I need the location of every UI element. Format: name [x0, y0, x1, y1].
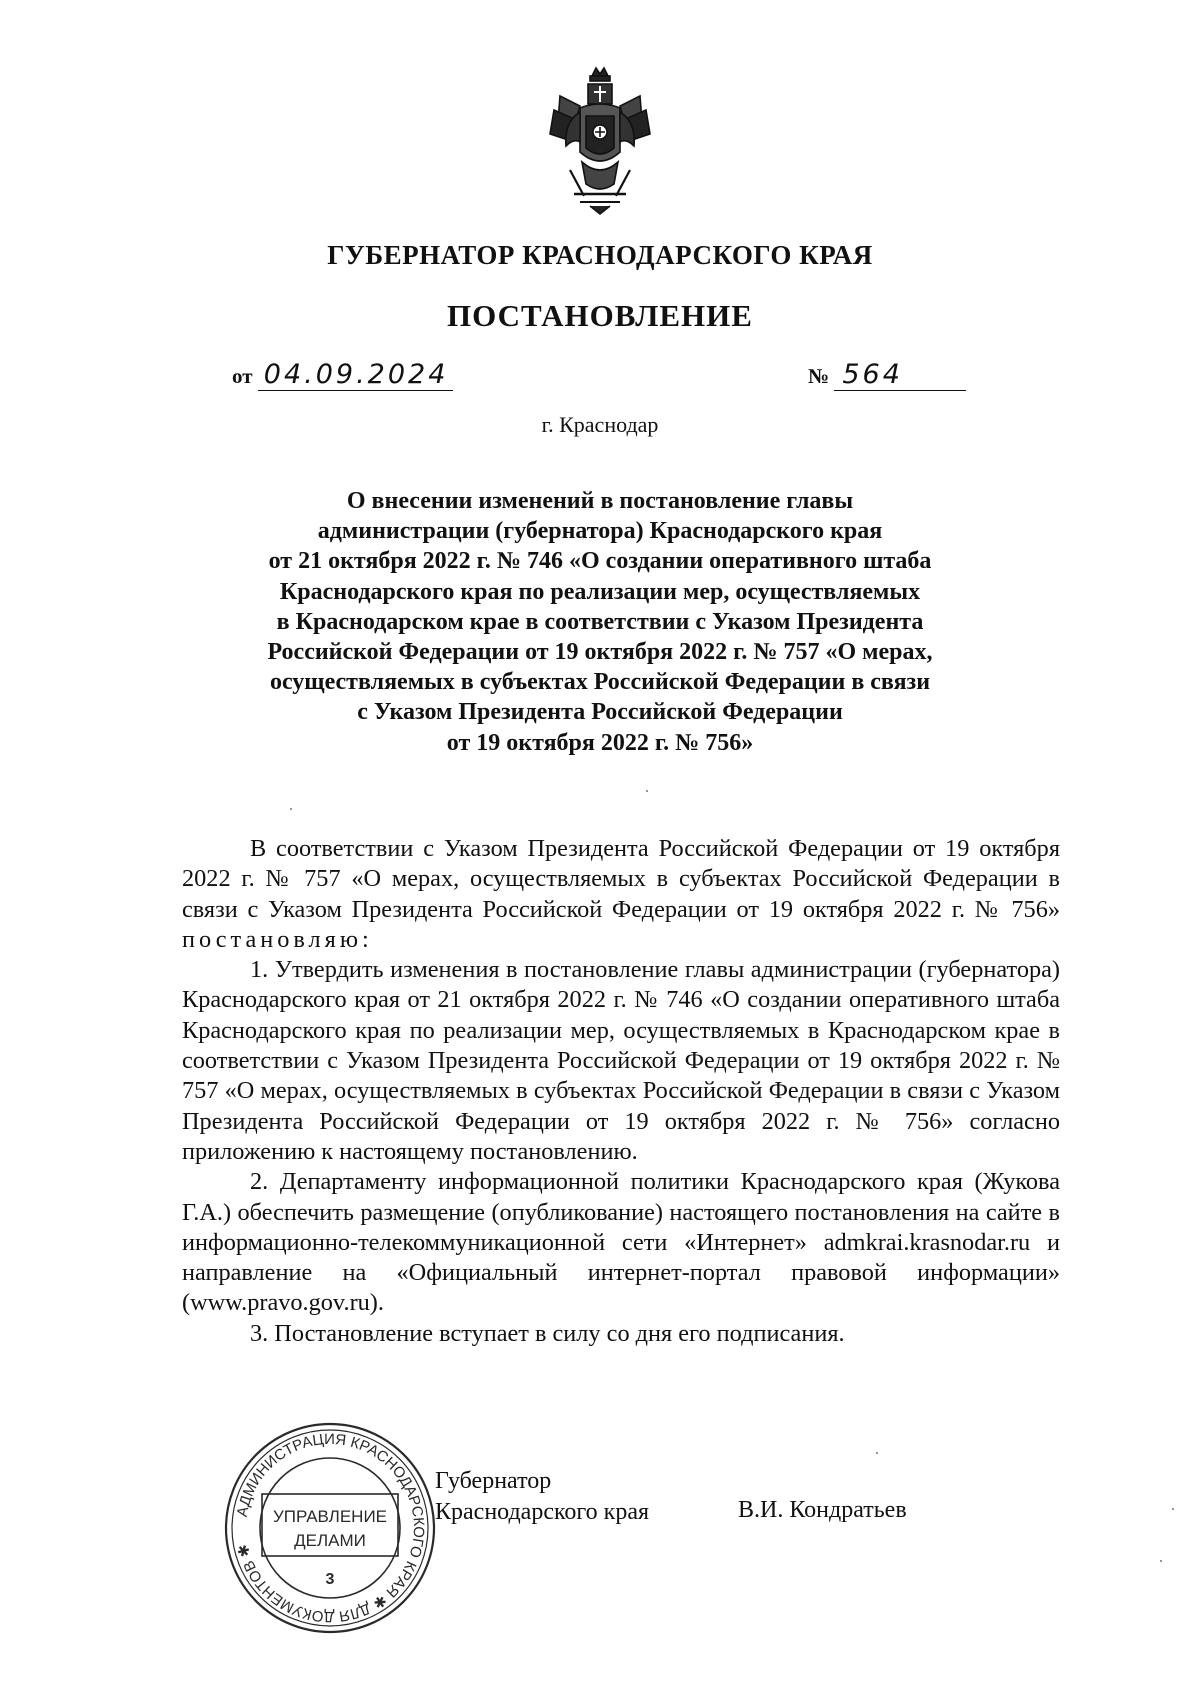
signatory-name: В.И. Кондратьев	[738, 1497, 907, 1523]
preamble-text: В соответствии с Указом Президента Российской Федерации от 19 октября 2022 г. № 757 «О мерах, осуществляемых в субъектах Российской Федерации в связи с Указом Президента Российской Федерации от 19 октября 2022 г. № 756»	[182, 835, 1060, 923]
coat-of-arms-icon	[540, 66, 660, 216]
stamp-number: 3	[325, 1571, 335, 1588]
heading-line: от 19 октября 2022 г. № 756»	[446, 729, 754, 756]
scan-artifact	[1172, 1508, 1174, 1510]
org-title: ГУБЕРНАТОР КРАСНОДАРСКОГО КРАЯ	[327, 240, 873, 270]
stamp-inner-line2: ДЕЛАМИ	[294, 1531, 366, 1550]
number-field	[808, 360, 966, 391]
city: г. Краснодар	[541, 412, 659, 437]
heading-line: в Краснодарском крае в соответствии с Указом Президента	[276, 608, 924, 635]
stamp-inner-line1: УПРАВЛЕНИЕ	[272, 1507, 388, 1526]
document-body	[182, 834, 1060, 1349]
heading-line: администрации (губернатора) Краснодарского края	[317, 518, 883, 545]
item-2: 2. Департаменту информационной политики Краснодарского края (Жукова Г.А.) обеспечить размещение (опубликование) настоящего постановления на сайте в информационно-телекоммуникационной сети «Интернет» admkrai.krasnodar.ru и направление на «Официальный интернет-портал правовой информации» (www.pravo.gov.ru).	[182, 1168, 1060, 1317]
scan-artifact	[290, 808, 292, 810]
position-line: Губернатор	[435, 1468, 552, 1494]
date-prefix: от	[232, 364, 253, 388]
item-3: 3. Постановление вступает в силу со дня его подписания.	[250, 1319, 845, 1347]
item-1: 1. Утвердить изменения в постановление главы администрации (губернатора) Краснодарского края от 21 октября 2022 г. № 746 «О создании оперативного штаба Краснодарского края по реализации мер, осуществляемых в Краснодарском крае в соответствии с Указом Президента Российской Федерации от 19 октября 2022 г. № 757 «О мерах, осуществляемых в субъектах Российской Федерации в связи с Указом Президента Российской Федерации от 19 октября 2022 г. № 756» согласно приложению к настоящему постановлению.	[182, 956, 1060, 1165]
heading-line: О внесении изменений в постановление главы	[346, 488, 854, 514]
scan-artifact	[1160, 1560, 1162, 1562]
date-field	[232, 360, 453, 391]
stamp-outer-text: АДМИНИСТРАЦИЯ КРАСНОДАРСКОГО КРАЯ ✱ ДЛЯ ДОКУМЕНТОВ ✱	[233, 1430, 428, 1626]
document-type: ПОСТАНОВЛЕНИЕ	[447, 298, 753, 333]
signatory-position	[435, 1466, 649, 1528]
document-heading	[200, 486, 1000, 758]
official-stamp	[220, 1418, 440, 1638]
number-prefix: №	[808, 364, 830, 388]
position-line: Краснодарского края	[435, 1499, 650, 1525]
scan-artifact	[876, 1452, 878, 1454]
heading-line: осуществляемых в субъектах Российской Федерации в связи	[269, 669, 931, 696]
scan-artifact	[646, 790, 648, 792]
resolution-keyword: постановляю:	[182, 925, 373, 953]
heading-line: Краснодарского края по реализации мер, осуществляемых	[279, 578, 921, 605]
preamble-paragraph	[182, 834, 1060, 955]
heading-line: Российской Федерации от 19 октября 2022 г. № 757 «О мерах,	[267, 639, 933, 666]
heading-line: от 21 октября 2022 г. № 746 «О создании оперативного штаба	[268, 548, 932, 575]
number-value: 564	[834, 360, 966, 391]
date-value: 04.09.2024	[258, 360, 453, 391]
heading-line: с Указом Президента Российской Федерации	[357, 699, 843, 726]
